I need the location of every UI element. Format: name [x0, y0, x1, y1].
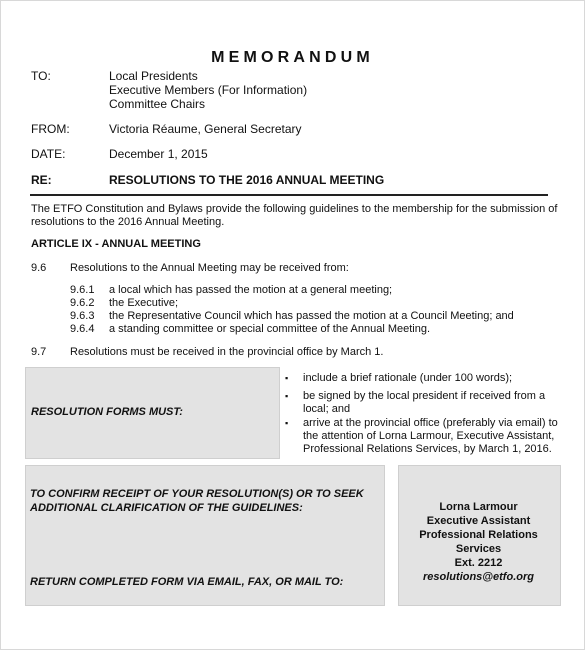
contact-email[interactable]: resolutions@etfo.org	[423, 571, 534, 583]
contact-name: Lorna Larmour	[439, 501, 518, 513]
re-label: RE:	[31, 173, 52, 187]
subsection-num: 9.6.2	[70, 297, 95, 309]
contact-dept-1: Professional Relations	[419, 529, 538, 541]
bullet-icon: ▪	[285, 391, 289, 401]
return-text: RETURN COMPLETED FORM VIA EMAIL, FAX, OR MAIL TO:	[30, 576, 344, 588]
from-label: FROM:	[31, 122, 70, 136]
to-line-2: Executive Members (For Information)	[109, 83, 308, 97]
contact-block	[398, 500, 559, 584]
section-text: Resolutions must be received in the provincial office by March 1.	[70, 346, 384, 358]
subsection-num: 9.6.4	[70, 323, 95, 335]
confirm-line-2: ADDITIONAL CLARIFICATION OF THE GUIDELINES:	[30, 502, 303, 514]
date-label: DATE:	[31, 147, 66, 161]
bullet-item: ▪ arrive at the provincial office (preferably via email) to the attention of Lorna Larmour, Executive Assistant, Professional Relations Services, by March 1, 2016.	[285, 417, 558, 455]
bullet-icon: ▪	[285, 418, 289, 428]
subsection-text: the Executive;	[109, 297, 179, 309]
re-value: RESOLUTIONS TO THE 2016 ANNUAL MEETING	[109, 173, 385, 187]
to-label: TO:	[31, 69, 51, 83]
article-heading: ARTICLE IX - ANNUAL MEETING	[31, 238, 201, 250]
to-line-1: Local Presidents	[109, 69, 198, 83]
confirm-line-1: TO CONFIRM RECEIPT OF YOUR RESOLUTION(S) OR TO SEEK	[30, 488, 364, 500]
subsection-text: a standing committee or special committee of the Annual Meeting.	[109, 323, 431, 335]
contact-title: Executive Assistant	[426, 515, 531, 527]
intro-line-2: resolutions to the 2016 Annual Meeting.	[31, 216, 225, 228]
section-num: 9.7	[31, 346, 47, 358]
date-value: December 1, 2015	[109, 147, 208, 161]
bullet-item: ▪ include a brief rationale (under 100 words);	[285, 372, 513, 384]
contact-dept-2: Services	[455, 543, 502, 555]
contact-ext: Ext. 2212	[454, 557, 503, 569]
subsection-text: the Representative Council which has passed the motion at a Council Meeting; and	[109, 310, 514, 322]
subsection-num: 9.6.3	[70, 310, 95, 322]
subsection-text: a local which has passed the motion at a general meeting;	[109, 284, 393, 296]
section-num: 9.6	[31, 262, 47, 274]
bullet-item: ▪ be signed by the local president if received from a local; and	[285, 390, 546, 415]
header-rule	[30, 194, 548, 196]
memo-title: MEMORANDUM	[211, 49, 374, 66]
from-value: Victoria Réaume, General Secretary	[109, 122, 302, 136]
bullet-icon: ▪	[285, 373, 289, 383]
intro-line-1: The ETFO Constitution and Bylaws provide the following guidelines to the membership for the submission of	[31, 203, 558, 215]
subsection-num: 9.6.1	[70, 284, 95, 296]
forms-label: RESOLUTION FORMS MUST:	[31, 406, 183, 418]
section-text: Resolutions to the Annual Meeting may be received from:	[70, 262, 349, 274]
to-line-3: Committee Chairs	[109, 97, 206, 111]
